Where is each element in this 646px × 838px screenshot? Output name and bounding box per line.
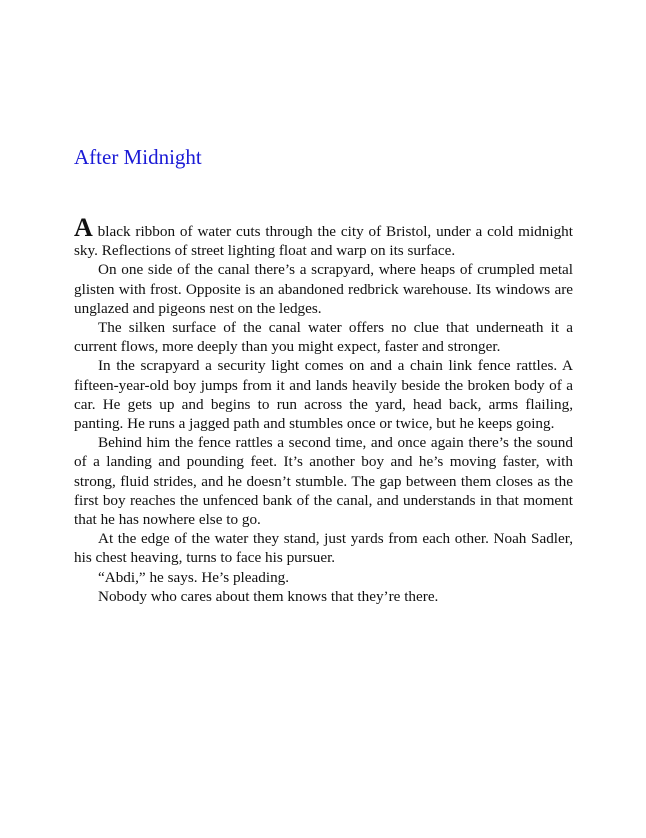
paragraph: On one side of the canal there’s a scrapyard, where heaps of crumpled metal glisten with frost. Opposite is an abandoned redbrick warehouse. Its windows are unglazed and pigeons nest on the ledges. (74, 261, 573, 317)
chapter-title: After Midnight (74, 145, 202, 169)
chapter-body (74, 213, 573, 606)
paragraph: Behind him the fence rattles a second time, and once again there’s the sound of a landing and pounding feet. It’s another boy and he’s moving faster, with strong, fluid strides, and he doesn’t stumble. The gap between them closes as the first boy reaches the unfenced bank of the canal, and understands in that moment that he has nowhere else to go. (74, 434, 573, 529)
paragraph-first-text: black ribbon of water cuts through the city of Bristol, under a cold midnight sky. Reflections of street lighting float and warp on its surface. (74, 223, 573, 260)
paragraph: At the edge of the water they stand, just yards from each other. Noah Sadler, his chest heaving, turns to face his pursuer. (74, 530, 573, 567)
paragraph: The silken surface of the canal water offers no clue that underneath it a current flows, more deeply than you might expect, faster and stronger. (74, 319, 573, 356)
paragraph: “Abdi,” he says. He’s pleading. (98, 568, 290, 586)
drop-cap: A (74, 213, 93, 242)
paragraph-first (74, 213, 573, 260)
paragraph: In the scrapyard a security light comes on and a chain link fence rattles. A fifteen-year-old boy jumps from it and lands heavily beside the broken body of a car. He gets up and begins to run across the yard, head back, arms flailing, panting. He runs a jagged path and stumbles once or twice, but he keeps going. (74, 357, 573, 433)
paragraph: Nobody who cares about them knows that they’re there. (98, 587, 439, 605)
